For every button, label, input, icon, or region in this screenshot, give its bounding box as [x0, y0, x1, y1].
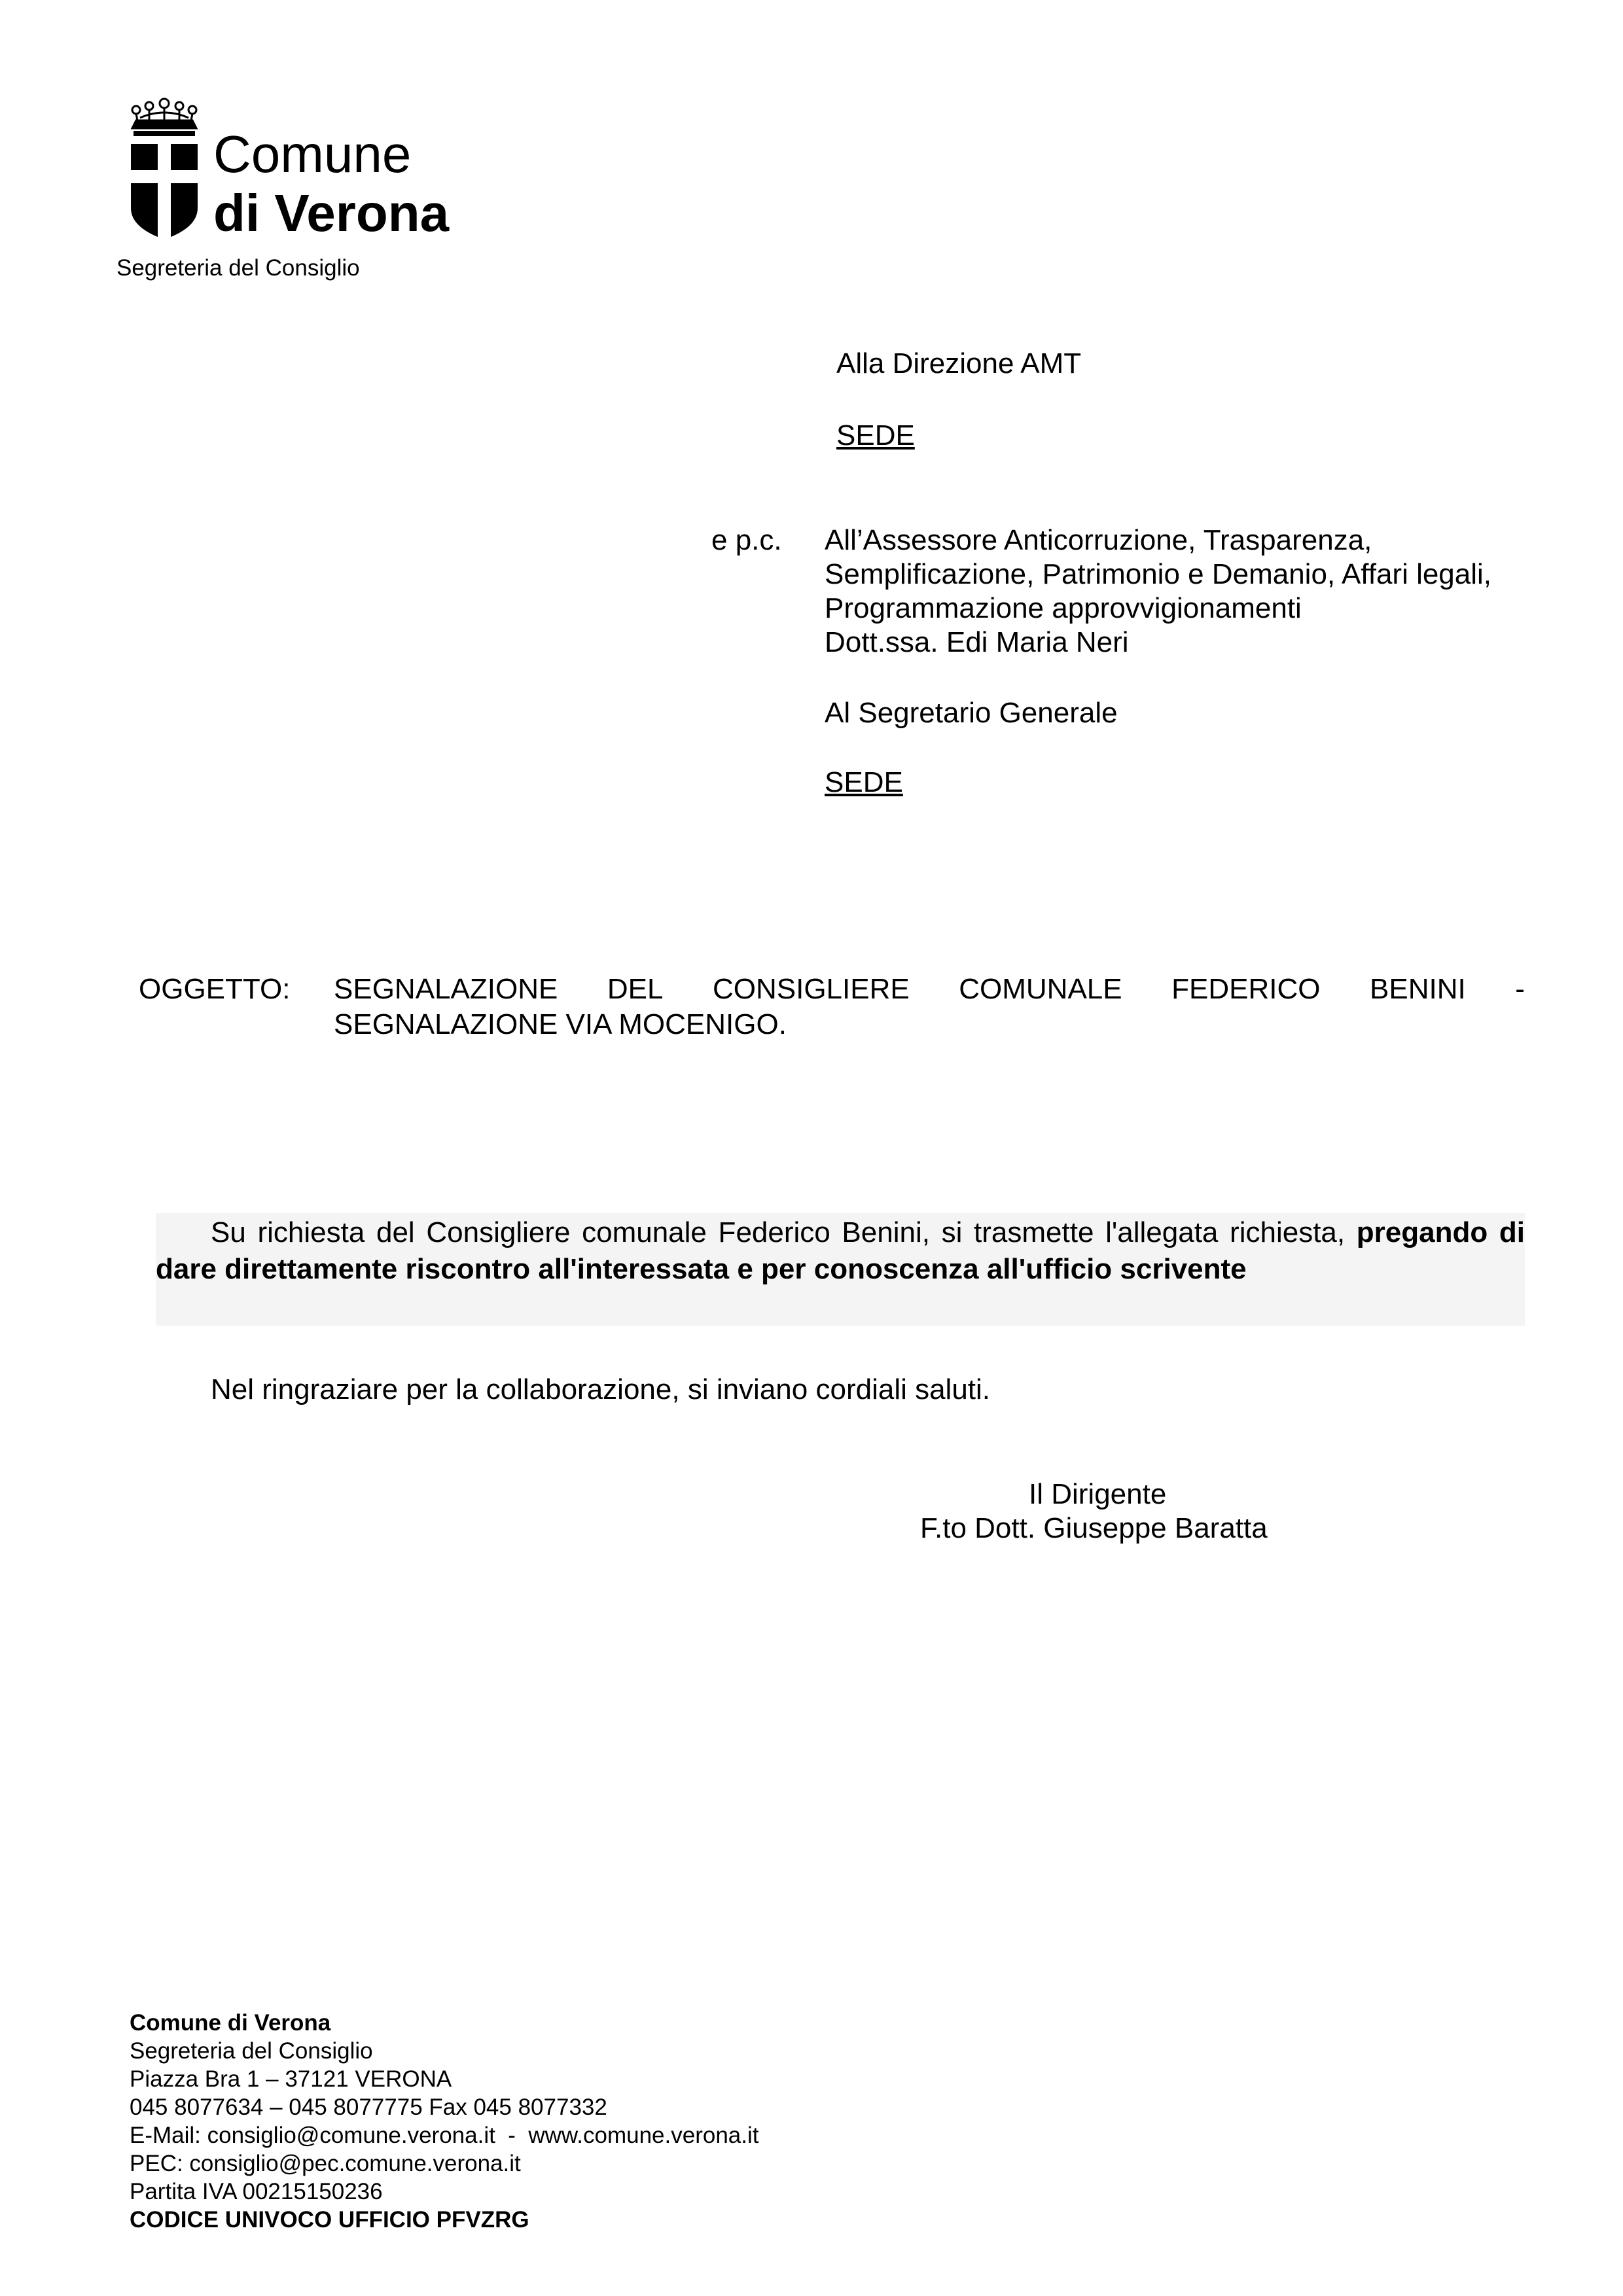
footer-pec: PEC: consiglio@pec.comune.verona.it: [130, 2151, 521, 2176]
footer-email-web: E-Mail: consiglio@comune.verona.it - www.comune.verona.it: [130, 2123, 759, 2148]
body-text-bold: pregando di dare direttamente riscontro all'interessata e per conoscenza all'ufficio scrivente: [156, 1216, 1525, 1285]
footer-office: Segreteria del Consiglio: [130, 2038, 373, 2064]
subject-line-2: SEGNALAZIONE VIA MOCENIGO.: [334, 1008, 787, 1040]
cc-line: Semplificazione, Patrimonio e Demanio, Affari legali,: [825, 558, 1492, 590]
verona-crest-icon: [128, 97, 200, 241]
footer-phones: 045 8077634 – 045 8077775 Fax 045 8077332: [130, 2094, 607, 2120]
cc-line: All’Assessore Anticorruzione, Trasparenza,: [825, 524, 1372, 556]
subject-word: DEL: [607, 973, 664, 1005]
subject-label: OGGETTO:: [139, 973, 291, 1005]
closing-text: Nel ringraziare per la collaborazione, si inviano cordiali saluti.: [211, 1373, 991, 1405]
epc-label: e p.c.: [711, 524, 782, 556]
signature-name: F.to Dott. Giuseppe Baratta: [920, 1512, 1268, 1544]
cc-line: Programmazione approvvigionamenti: [825, 592, 1302, 624]
cc-line: Dott.ssa. Edi Maria Neri: [825, 626, 1129, 658]
recipient-secretary-sede: SEDE: [825, 766, 903, 798]
footer-code: CODICE UNIVOCO UFFICIO PFVZRG: [130, 2207, 529, 2233]
signature-title: Il Dirigente: [1029, 1478, 1167, 1510]
subject-word: CONSIGLIERE: [712, 973, 910, 1005]
footer-address: Piazza Bra 1 – 37121 VERONA: [130, 2066, 452, 2092]
office-label: Segreteria del Consiglio: [116, 255, 360, 281]
recipient-primary: Alla Direzione AMT: [836, 347, 1082, 380]
body-text: Su richiesta del Consigliere comunale Federico Benini, si trasmette l'allegata richiesta,: [211, 1216, 1357, 1248]
subject-word: COMUNALE: [959, 973, 1122, 1005]
logo-text-di-verona: di Verona: [213, 184, 450, 242]
footer-vat: Partita IVA 00215150236: [130, 2179, 383, 2204]
subject-word: -: [1515, 973, 1525, 1005]
subject-line-1: [334, 972, 1525, 1006]
footer-org: Comune di Verona: [130, 2010, 331, 2036]
logo-text-comune: Comune: [213, 125, 412, 183]
subject-word: SEGNALAZIONE: [334, 973, 558, 1005]
recipient-secretary: Al Segretario Generale: [825, 697, 1118, 729]
subject-word: FEDERICO: [1171, 973, 1321, 1005]
cc-recipient-block: [825, 523, 1491, 660]
body-paragraph: [156, 1214, 1525, 1288]
footer: [130, 2009, 758, 2234]
recipient-primary-sede: SEDE: [836, 419, 915, 451]
subject-word: BENINI: [1370, 973, 1466, 1005]
